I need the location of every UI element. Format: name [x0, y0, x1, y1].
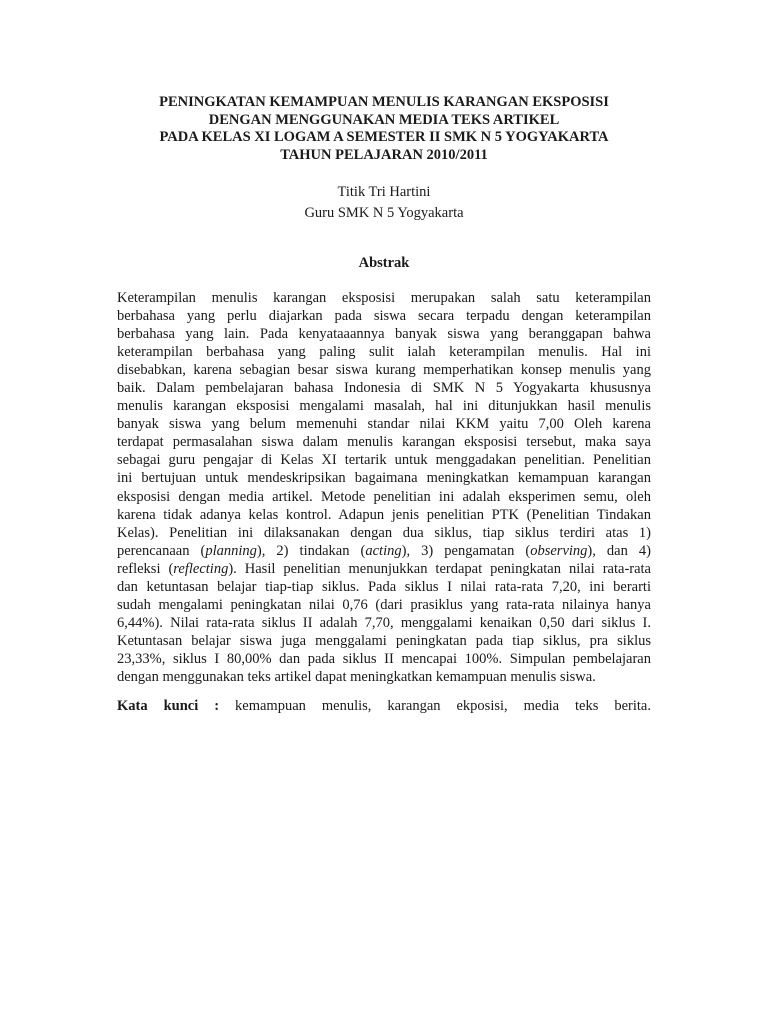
- abstract-italic-term: acting: [365, 542, 402, 559]
- abstract-line: karena tidak adanya kelas kontrol. Adapun jenis penelitian PTK (Penelitian Tindakan: [117, 506, 651, 523]
- abstract-line: sebagai guru pengajar di Kelas XI tertarik untuk menggadakan penelitian. Penelitian: [117, 452, 651, 469]
- abstract-line: terdapat permasalahan siswa dalam menulis karangan eksposisi tersebut, maka saya: [117, 434, 651, 451]
- abstract-line: berbahasa yang lain. Pada kenyataaannya banyak siswa yang beranggapan bahwa: [117, 326, 651, 343]
- abstract-body: [117, 289, 651, 686]
- abstract-line: sudah mengalami peningkatan nilai 0,76 (dari prasiklus yang rata-rata nilainya hanya: [117, 596, 651, 613]
- abstract-line: ini bertujuan untuk mendeskripsikan bagaimana meningkatkan kemampuan karangan: [117, 470, 651, 487]
- title-line-3: PADA KELAS XI LOGAM A SEMESTER II SMK N 5 YOGYAKARTA: [159, 129, 609, 145]
- abstract-line: banyak siswa yang belum memenuhi standar nilai KKM yaitu 7,00 Oleh karena: [117, 416, 651, 433]
- abstract-line: menulis karangan eksposisi mengalami masalah, hal ini ditunjukkan hasil menulis: [117, 398, 651, 415]
- author-name: Titik Tri Hartini: [337, 184, 431, 200]
- title-line-2: DENGAN MENGGUNAKAN MEDIA TEKS ARTIKEL: [208, 111, 560, 128]
- abstract-heading: Abstrak: [358, 255, 410, 271]
- abstract-line: keterampilan berbahasa yang paling sulit ialah keterampilan menulis. Hal ini: [117, 344, 651, 361]
- keywords: [117, 697, 651, 715]
- abstract-italic-term: reflecting: [173, 560, 229, 577]
- title-line-1: PENINGKATAN KEMAMPUAN MENULIS KARANGAN EKSPOSISI: [159, 94, 609, 110]
- abstract-line: berbahasa yang perlu diajarkan pada siswa secara terpadu dengan keterampilan: [117, 308, 651, 325]
- abstract-italic-term: planning: [205, 542, 257, 559]
- abstract-line: eksposisi dengan media artikel. Metode penelitian ini adalah eksperimen semu, oleh: [117, 488, 651, 505]
- abstract-line: Keterampilan menulis karangan eksposisi merupakan salah satu keterampilan: [117, 290, 651, 306]
- paper-title: [0, 94, 768, 164]
- abstract-line: Ketuntasan belajar siswa juga menggalami peningkatan pada tiap siklus, pra siklus: [117, 632, 651, 649]
- abstract-line: perencanaan (planning), 2) tindakan (acting), 3) pengamatan (observing), dan 4): [117, 542, 651, 559]
- abstract-line: baik. Dalam pembelajaran bahasa Indonesia di SMK N 5 Yogyakarta khususnya: [117, 380, 651, 397]
- abstract-line: dengan menggunakan teks artikel dapat meningkatkan kemampuan menulis siswa.: [117, 668, 596, 685]
- abstract-line: dan ketuntasan belajar tiap-tiap siklus. Pada siklus I nilai rata-rata 7,20, ini berarti: [117, 578, 651, 595]
- keywords-text: kemampuan menulis, karangan ekposisi, media teks berita.: [235, 698, 651, 714]
- abstract-line: Kelas). Penelitian ini dilaksanakan dengan dua siklus, tiap siklus terdiri atas 1): [117, 524, 651, 541]
- keywords-label: Kata kunci :: [117, 698, 220, 714]
- abstract-line: disebabkan, karena sebagian besar siswa kurang memperhatikan konsep menulis yang: [117, 362, 651, 379]
- abstract-line: 6,44%). Nilai rata-rata siklus II adalah 7,70, menggalami kenaikan 0,50 dari siklus I.: [117, 614, 651, 631]
- abstract-line: 23,33%, siklus I 80,00% dan pada siklus II mencapai 100%. Simpulan pembelajaran: [117, 650, 651, 667]
- abstract-italic-term: observing: [530, 542, 588, 559]
- title-line-4: TAHUN PELAJARAN 2010/2011: [280, 146, 488, 163]
- author-affiliation: Guru SMK N 5 Yogyakarta: [304, 205, 464, 221]
- author-block: [0, 182, 768, 224]
- abstract-line: refleksi (reflecting). Hasil penelitian menunjukkan terdapat peningkatan nilai rata-rata: [117, 560, 651, 577]
